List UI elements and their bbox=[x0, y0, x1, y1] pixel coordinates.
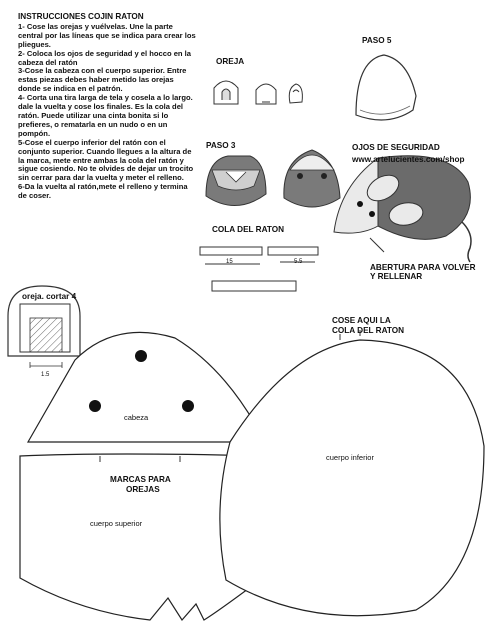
finished-mouse-illustration bbox=[334, 156, 471, 262]
instruction-step: 5-Cose el cuerpo inferior del ratón con el conjunto superior. Cuando llegues a la altura de la marca, mete entre ambas la cola del ratón y sigue cosiendo. No te olvides de dejar un trocito sin cerrar para dar la vuelta y meter el relleno. bbox=[18, 137, 194, 183]
instruction-step: 1- Cose las orejas y vuélvelas. Une la parte central por las líneas que se indica para crear los pliegues. bbox=[18, 21, 196, 49]
ear-cut-label: oreja. cortar 4 bbox=[22, 292, 77, 301]
instruction-step: 6-Da la vuelta al ratón,mete el relleno y termina de coser. bbox=[18, 182, 188, 201]
instruction-step: 3-Cose la cabeza con el cuerpo superior. Entre estas piezas debes haber metido las orejas donde se indica en el patrón. bbox=[18, 66, 187, 94]
tail-width-dimension: 5.5 bbox=[294, 259, 303, 265]
tail-heading: COLA DEL RATON bbox=[212, 225, 285, 234]
tail-length-dimension: 15 bbox=[226, 259, 233, 265]
ear-step-illustrations bbox=[214, 81, 302, 104]
instruction-step: 4- Corta una tira larga de tela y cosela a lo largo. dale la vuelta y cose los finales. Es la cola del ratón. Puede utilizar una cinta bonita si lo prefieres, o rematarla en un nudo o en un pompón. bbox=[18, 93, 193, 138]
opening-label-line1: ABERTURA PARA VOLVER bbox=[370, 263, 476, 272]
oreja-heading: OREJA bbox=[216, 57, 245, 66]
website-link: www.artelucientes.com/shop bbox=[352, 155, 465, 164]
step3-illustrations bbox=[206, 150, 340, 207]
sew-tail-label-line1: COSE AQUI LA bbox=[332, 316, 391, 325]
instruction-step: 2- Coloca los ojos de seguridad y el hocco en la cabeza del ratón bbox=[18, 48, 192, 67]
tail-pattern-pieces bbox=[200, 247, 318, 291]
lower-body-pattern-piece bbox=[220, 330, 484, 616]
step5-head-illustration bbox=[356, 55, 416, 120]
ear-marks-label-line1: MARCAS PARA bbox=[110, 475, 171, 484]
ear-marks-label-line2: OREJAS bbox=[126, 485, 160, 494]
safety-eyes-heading: OJOS DE SEGURIDAD bbox=[352, 143, 440, 152]
paso5-heading: PASO 5 bbox=[362, 36, 392, 45]
opening-label-line2: Y RELLENAR bbox=[370, 272, 423, 281]
upper-body-label: cuerpo superior bbox=[90, 519, 143, 528]
instructions-title: INSTRUCCIONES COJIN RATON bbox=[18, 12, 144, 21]
head-label: cabeza bbox=[124, 413, 149, 422]
sew-tail-label-line2: COLA DEL RATON bbox=[332, 326, 405, 335]
paso3-heading: PASO 3 bbox=[206, 141, 236, 150]
lower-body-label: cuerpo inferior bbox=[326, 453, 374, 462]
ear-dimension: 1.5 bbox=[41, 372, 50, 378]
abertura-arrow bbox=[370, 238, 384, 252]
